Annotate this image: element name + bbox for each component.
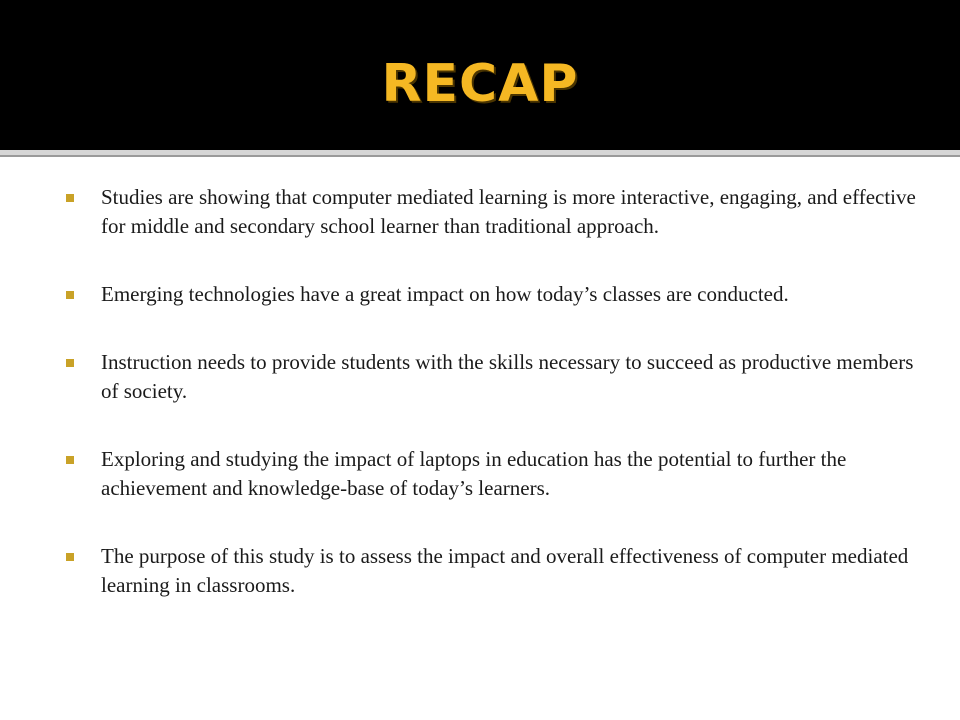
square-bullet-icon	[66, 456, 74, 464]
square-bullet-icon	[66, 553, 74, 561]
square-bullet-icon	[66, 194, 74, 202]
bullet-list	[66, 183, 916, 639]
slide-title: RECAP	[381, 54, 579, 114]
bullet-item	[66, 445, 916, 503]
bullet-item	[66, 183, 916, 241]
bullet-text: The purpose of this study is to assess the impact and overall effectiveness of computer mediated learning in classrooms.	[101, 544, 909, 597]
square-bullet-icon	[66, 291, 74, 299]
bullet-item	[66, 280, 916, 309]
bullet-text: Emerging technologies have a great impact on how today’s classes are conducted.	[101, 282, 789, 306]
title-divider-shadow	[0, 155, 960, 157]
title-band	[0, 0, 960, 150]
bullet-text: Exploring and studying the impact of laptops in education has the potential to further the achievement and knowledge-base of today’s learners.	[101, 447, 847, 500]
square-bullet-icon	[66, 359, 74, 367]
bullet-text: Instruction needs to provide students with the skills necessary to succeed as productive members of society.	[101, 350, 914, 403]
bullet-item	[66, 542, 916, 600]
bullet-text: Studies are showing that computer mediated learning is more interactive, engaging, and effective for middle and secondary school learner than traditional approach.	[101, 185, 916, 238]
bullet-item	[66, 348, 916, 406]
